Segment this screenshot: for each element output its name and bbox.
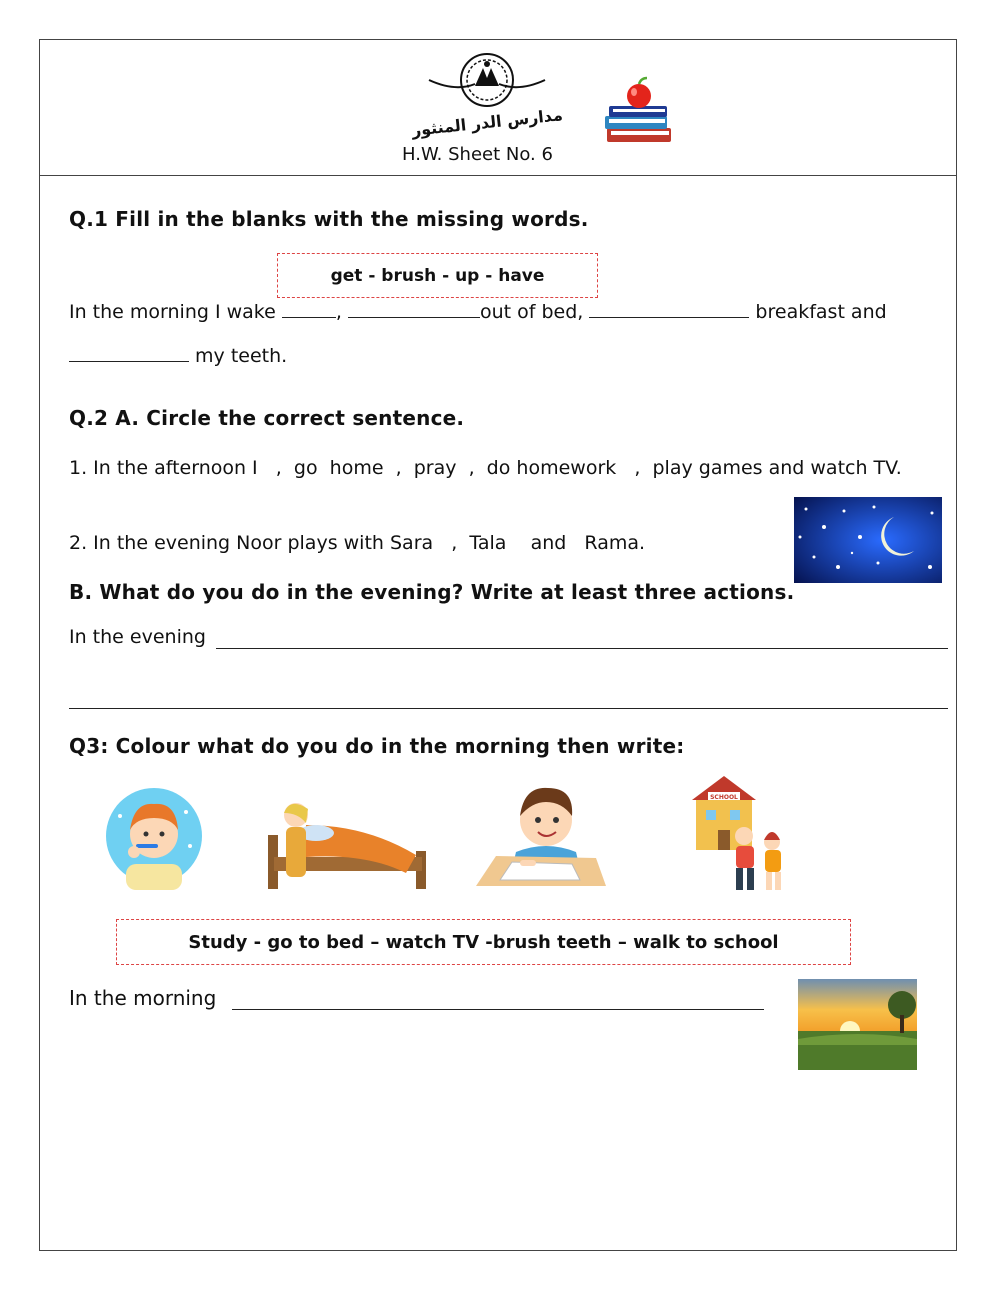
q1-title: Q.1 Fill in the blanks with the missing words. <box>69 207 589 231</box>
night-sky-image <box>794 497 942 583</box>
q1-blank-4[interactable] <box>69 343 189 362</box>
going-to-bed-image <box>266 795 428 891</box>
sunrise-image <box>798 979 917 1070</box>
q3-word-bank: Study - go to bed – watch TV -brush teeth – walk to school <box>116 919 851 965</box>
q2-b-title: B. What do you do in the evening? Write at least three actions. <box>69 580 795 604</box>
studying-image <box>476 786 606 886</box>
evening-answer-line-1[interactable] <box>216 648 948 649</box>
morning-answer-line[interactable] <box>232 1009 764 1010</box>
q1-text-d: breakfast and <box>755 301 887 323</box>
q2-sentence-2[interactable]: 2. In the evening Noor plays with Sara , Tala and Rama. <box>69 532 646 554</box>
q1-text-a: In the morning I wake <box>69 301 276 323</box>
sheet-number: H.W. Sheet No. 6 <box>402 144 553 165</box>
q3-prompt: In the morning <box>69 986 217 1010</box>
school-logo <box>410 50 564 140</box>
q1-word-bank: get - brush - up - have <box>277 253 598 298</box>
q1-blank-1[interactable] <box>282 299 336 318</box>
q1-text-c: out of bed, <box>479 301 584 323</box>
books-apple-icon <box>603 76 675 148</box>
q2-sentence-1[interactable]: 1. In the afternoon I , go home , pray , do homework , play games and watch TV. <box>69 457 902 479</box>
walking-to-school-image <box>686 770 790 894</box>
q2-title: Q.2 A. Circle the correct sentence. <box>69 406 465 430</box>
q2-b-prompt: In the evening <box>69 626 206 648</box>
brushing-teeth-image <box>106 786 202 890</box>
q3-title: Q3: Colour what do you do in the morning then write: <box>69 734 685 758</box>
q1-sentence-line2 <box>69 343 287 367</box>
q1-blank-2[interactable] <box>348 299 480 318</box>
evening-answer-line-2[interactable] <box>69 708 948 709</box>
school-sign: SCHOOL <box>710 794 738 801</box>
header-divider <box>39 175 957 176</box>
q1-sentence-line1 <box>69 299 887 323</box>
q1-text-e: my teeth. <box>195 345 288 367</box>
q1-text-b: , <box>335 301 342 323</box>
q1-blank-3[interactable] <box>589 299 749 318</box>
logo-text: مدارس الدر المنثور <box>410 105 564 140</box>
